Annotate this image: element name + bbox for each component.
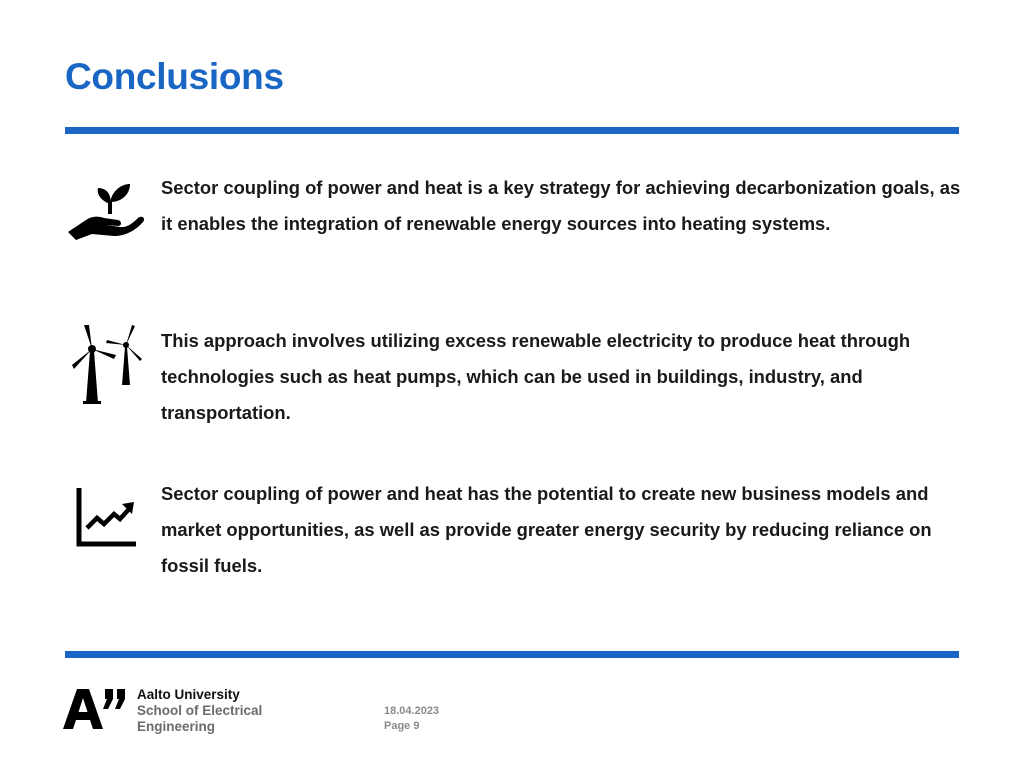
plant-in-hand-icon	[66, 180, 148, 247]
footer-page-number: Page 9	[384, 720, 420, 732]
university-name	[137, 687, 262, 735]
footer-meta	[384, 704, 439, 734]
bottom-divider	[65, 651, 959, 658]
aalto-logo	[63, 687, 129, 736]
growth-chart-icon	[76, 488, 138, 553]
conclusion-text-2: This approach involves utilizing excess renewable electricity to produce heat through technologies such as heat pumps, which can be used in buildings, industry, and transportation.	[161, 330, 911, 423]
top-divider	[65, 127, 959, 134]
wind-turbines-icon	[70, 323, 144, 410]
slide-title: Conclusions	[65, 56, 284, 97]
conclusion-text-1: Sector coupling of power and heat is a key strategy for achieving decarbonization goals, as it enables the integration of renewable energy sources into heating systems.	[161, 177, 961, 234]
footer-date: 18.04.2023	[384, 705, 440, 717]
university-line-2: School of Electrical	[137, 703, 263, 718]
conclusion-text-3: Sector coupling of power and heat has the potential to create new business models and market opportunities, as well as provide greater energy security by reducing reliance on fossil fuels.	[161, 483, 932, 576]
university-line-1: Aalto University	[137, 687, 240, 702]
university-line-3: Engineering	[137, 719, 216, 734]
